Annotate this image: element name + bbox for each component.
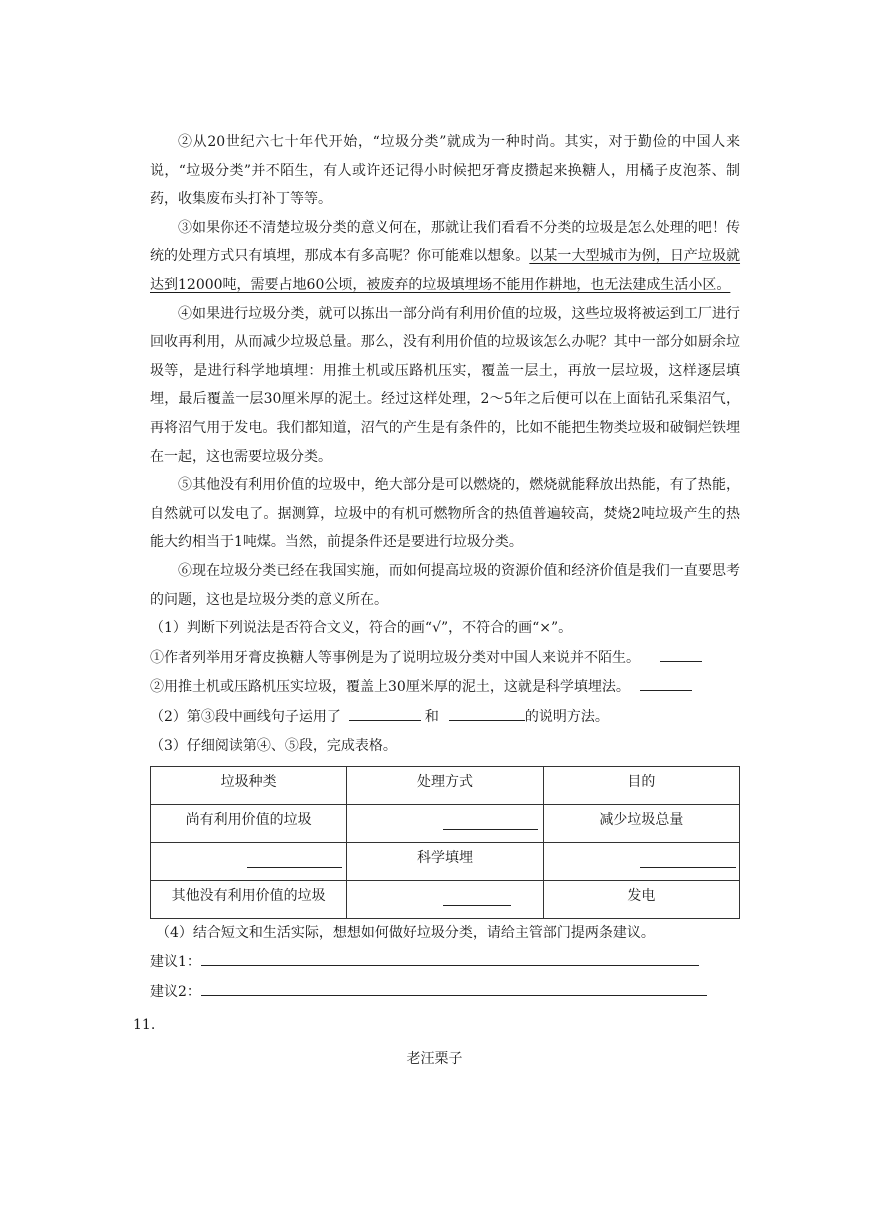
answer-line-suggestion-1[interactable] [201, 951, 699, 966]
table-header: 处理方式 [347, 766, 543, 804]
table-header: 目的 [543, 766, 739, 804]
paragraph-3-text: ③如果你还不清楚垃圾分类的意义何在，那就让我们看看不分类的垃圾是怎么处理的吧！传统的处理方式只有填埋，那成本有多高呢？你可能难以想象。 [150, 219, 740, 265]
answer-blank-table-method-3[interactable] [443, 905, 511, 906]
question-number: 11. [133, 1017, 156, 1033]
table-cell-purpose: 发电 [543, 880, 739, 918]
answer-blank-q1-1[interactable] [660, 647, 702, 662]
table-cell-method [347, 804, 543, 842]
table-header-row [151, 766, 740, 804]
answer-blank-table-method-1[interactable] [443, 829, 538, 830]
table-header: 垃圾种类 [151, 766, 347, 804]
table-cell-type [151, 842, 347, 880]
table-cell-purpose: 减少垃圾总量 [543, 804, 739, 842]
paragraph-6: ⑥现在垃圾分类已经在我国实施，而如何提高垃圾的资源价值和经济价值是我们一直要思考的问题，这也是垃圾分类的意义所在。 [150, 562, 740, 608]
question-2-text-c: 的说明方法。 [524, 708, 609, 725]
question-1-item-2-text: ②用推土机或压路机压实垃圾，覆盖上30厘米厚的泥土，这就是科学填埋法。 [150, 679, 630, 696]
table-cell-type: 其他没有利用价值的垃圾 [151, 880, 347, 918]
answer-blank-q1-2[interactable] [640, 676, 692, 691]
answer-line-suggestion-2[interactable] [201, 981, 707, 996]
question-4-prompt: （4）结合短文和生活实际，想想如何做好垃圾分类，请给主管部门提两条建议。 [156, 924, 655, 941]
question-2-text-b: 和 [424, 708, 439, 725]
answer-table [150, 766, 740, 919]
paragraph-5: ⑤其他没有利用价值的垃圾中，绝大部分是可以燃烧的，燃烧就能释放出热能，有了热能，自然就可以发电了。据测算，垃圾中的有机可燃物所含的热值普遍较高，焚烧2吨垃圾产生的热能大约相当于1吨煤。当然，前提条件还是要进行垃圾分类。 [150, 477, 740, 551]
underlined-sentence: 以某一大型城市为例，日产垃圾就达到12000吨，需要占地60公顷，被废弃的垃圾填埋场不能用作耕地，也无法建成生活小区。 [150, 248, 741, 293]
table-cell-purpose [543, 842, 739, 880]
question-1-prompt: （1）判断下列说法是否符合文义，符合的画“√”，不符合的画“×”。 [150, 620, 573, 637]
table-row [151, 804, 740, 842]
suggestion-2-label: 建议2： [150, 983, 201, 1000]
reading-passage [150, 128, 740, 1007]
table-cell-type: 尚有利用价值的垃圾 [151, 804, 347, 842]
story-title: 老汪栗子 [406, 1051, 463, 1067]
question-1-item-2 [150, 673, 740, 703]
table-cell-method [347, 880, 543, 918]
suggestion-2 [150, 978, 740, 1008]
answer-blank-table-purpose-2[interactable] [640, 867, 736, 868]
suggestion-1-label: 建议1： [150, 954, 201, 971]
suggestion-1 [150, 948, 740, 978]
question-2 [150, 703, 740, 733]
question-2-text-a: （2）第③段中画线句子运用了 [150, 708, 341, 725]
answer-blank-q2-2[interactable] [449, 706, 525, 721]
answer-blank-q2-1[interactable] [349, 706, 421, 721]
paragraph-3 [150, 214, 740, 300]
paragraph-4: ④如果进行垃圾分类，就可以拣出一部分尚有利用价值的垃圾，这些垃圾将被运到工厂进行回收再利用，从而减少垃圾总量。那么，没有利用价值的垃圾该怎么办呢？其中一部分如厨余垃圾等，是进行科学地填埋：用推土机或压路机压实，覆盖一层土，再放一层垃圾，这样逐层填埋，最后覆盖一层30厘米厚的泥土。经过这样处理，2～5年之后便可以在上面钻孔采集沼气，再将沼气用于发电。我们都知道，沼气的产生是有条件的，比如不能把生物类垃圾和破铜烂铁埋在一起，这也需要垃圾分类。 [150, 305, 740, 465]
table-row [151, 880, 740, 918]
question-3-prompt: （3）仔细阅读第④、⑤段，完成表格。 [150, 738, 397, 755]
paragraph-2: ②从20世纪六七十年代开始，“垃圾分类”就成为一种时尚。其实，对于勤俭的中国人来说，“垃圾分类”并不陌生，有人或许还记得小时候把牙膏皮攒起来换糖人，用橘子皮泡茶、制药，收集废布头打补丁等等。 [150, 134, 740, 208]
answer-blank-table-type-2[interactable] [247, 867, 342, 868]
question-1-item-1 [150, 644, 740, 674]
table-row [151, 842, 740, 880]
table-cell-method: 科学填埋 [347, 842, 543, 880]
question-1-item-1-text: ①作者列举用牙膏皮换糖人等事例是为了说明垃圾分类对中国人来说并不陌生。 [150, 649, 640, 666]
